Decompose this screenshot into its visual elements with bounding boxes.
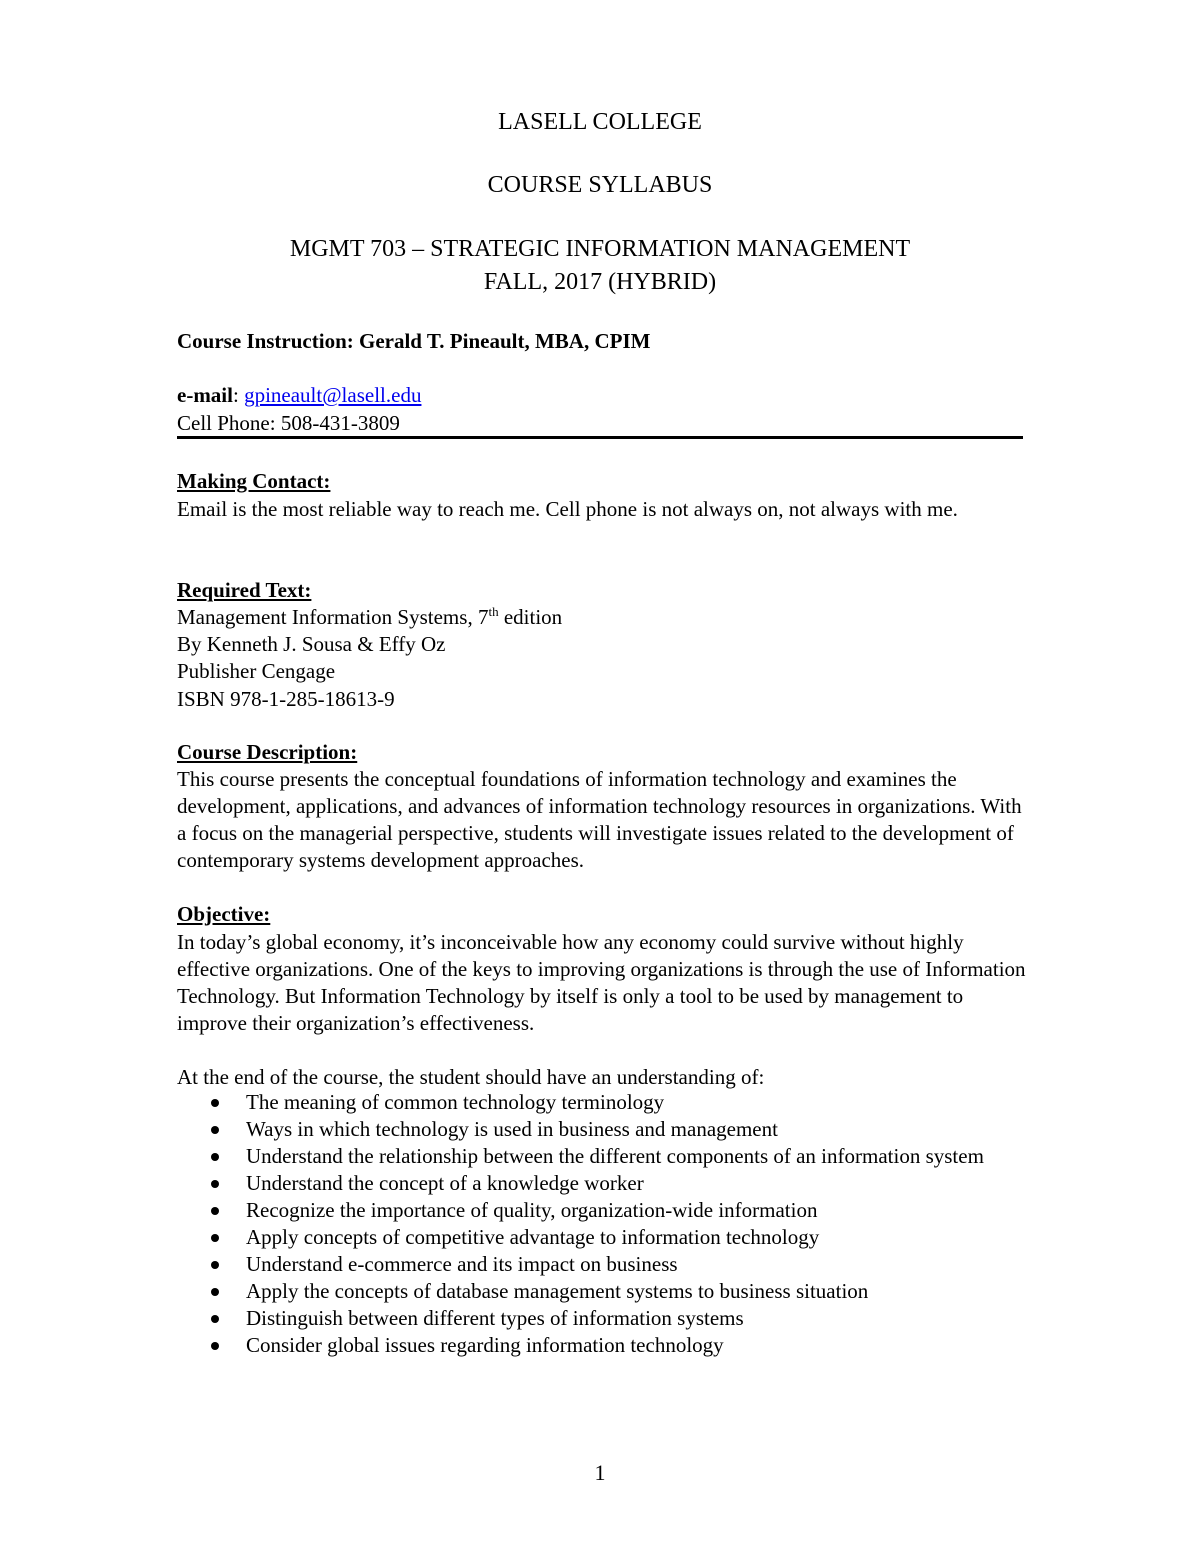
college-name: LASELL COLLEGE [498,109,702,135]
phone-label: Cell Phone: [177,411,276,435]
phone-number: 508-431-3809 [280,411,400,435]
edition-word: edition [503,605,563,629]
bullet-icon [211,1153,219,1161]
list-item: Apply concepts of competitive advantage to information technology [206,1224,1026,1251]
list-item: Consider global issues regarding information technology [206,1332,1026,1359]
edition-superscript: th [488,604,499,619]
list-item: Distinguish between different types of information systems [206,1305,1026,1332]
bullet-icon [211,1180,219,1188]
course-description-heading: Course Description: [177,740,358,764]
bullet-icon [211,1234,219,1242]
instructor-label: Course Instruction: [177,329,354,353]
list-item: Apply the concepts of database management systems to business situation [206,1278,1026,1305]
list-item: Understand the relationship between the different components of an information system [206,1143,1026,1170]
instructor-name: Gerald T. Pineault, MBA, CPIM [359,329,651,353]
document-type: COURSE SYLLABUS [487,172,713,198]
page-number: 1 [594,1460,606,1485]
horizontal-divider [177,436,1023,439]
email-link[interactable]: gpineault@lasell.edu [244,383,422,407]
book-publisher: Publisher Cengage [177,659,336,683]
book-authors: By Kenneth J. Sousa & Effy Oz [177,632,446,656]
making-contact-heading: Making Contact: [177,469,331,493]
bullet-icon [211,1342,219,1350]
book-isbn: ISBN 978-1-285-18613-9 [177,687,395,711]
required-text-heading: Required Text: [177,578,312,602]
book-title [177,604,562,631]
bullet-icon [211,1288,219,1296]
bullet-icon [211,1261,219,1269]
objective-heading: Objective: [177,902,271,926]
email-colon: : [232,383,245,407]
course-title: MGMT 703 – STRATEGIC INFORMATION MANAGEMENT [289,236,911,262]
course-term: FALL, 2017 (HYBRID) [483,269,717,295]
email-label: e-mail [177,383,233,407]
bullet-icon [211,1315,219,1323]
bullet-icon [211,1207,219,1215]
instructor-line [177,328,650,355]
objective-text: In today’s global economy, it’s inconceivable how any economy could survive without highly effective organizations. One of the keys to improving organizations is through the use of Information Technology. But Information Technology by itself is only a tool to be used by management to improve their organization’s effectiveness. [177,930,1026,1035]
bullet-icon [211,1099,219,1107]
book-title-text: Management Information Systems, 7 [177,605,489,629]
course-description-text: This course presents the conceptual foundations of information technology and examines the development, applications, and advances of information technology resources in organizations. With a focus on the managerial perspective, students will investigate issues related to the development of contemporary systems development approaches. [177,767,1022,872]
list-item: The meaning of common technology terminology [206,1089,1026,1116]
bullet-icon [211,1126,219,1134]
list-item: Recognize the importance of quality, organization-wide information [206,1197,1026,1224]
objective-intro: At the end of the course, the student should have an understanding of: [177,1065,765,1089]
list-item: Ways in which technology is used in business and management [206,1116,1026,1143]
list-item: Understand the concept of a knowledge worker [206,1170,1026,1197]
email-line [177,382,421,409]
making-contact-text: Email is the most reliable way to reach me. Cell phone is not always on, not always with me. [177,497,958,521]
objective-list [206,1089,1026,1359]
list-item: Understand e-commerce and its impact on business [206,1251,1026,1278]
phone-line [177,410,400,437]
